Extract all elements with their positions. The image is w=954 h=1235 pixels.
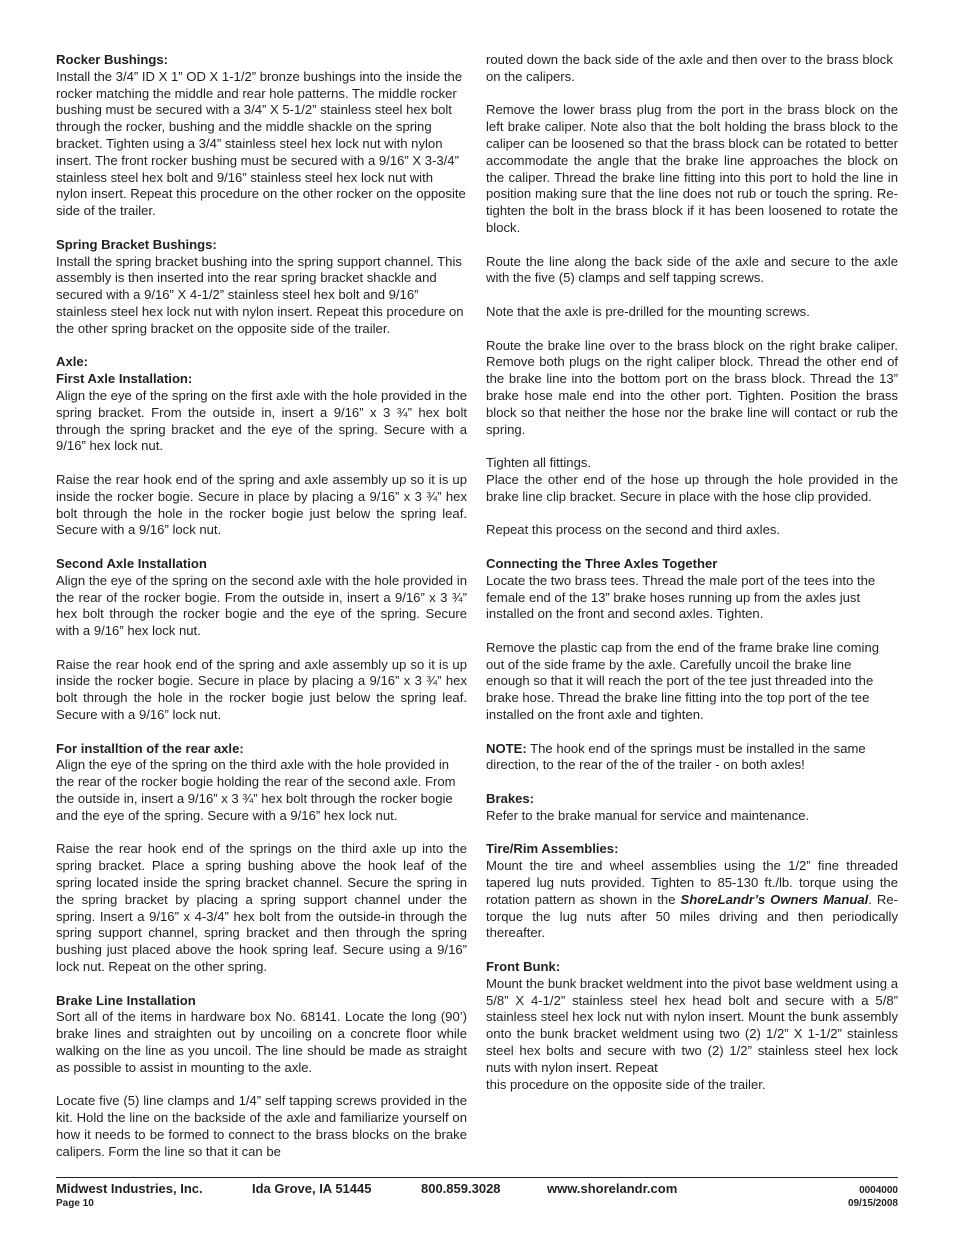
connecting-axles-heading: Connecting the Three Axles Together: [486, 555, 718, 571]
remove-plug-text: Remove the lower brass plug from the port in the brass block on the left brake caliper. Note also that the bolt holding the brass block to the caliper can be loosened so that the brass block can be rotated to better accommodate the angle that the brake line approaches the block on the caliper. Thread the brake line fitting into this port to hold the line in position making sure that the line does not rub or touch the spring. Re-tighten the bolt in the brass block if it has been loosened to rotate the block.: [486, 102, 898, 235]
brakes-section: [486, 791, 898, 825]
footer-company: Midwest Industries, Inc.: [56, 1181, 203, 1196]
rear-axle-raise-text: Raise the rear hook end of the springs on the third axle up into the spring bracket. Place a spring bushing above the hook leaf of the spring located inside the spring bracket channel. Secure the spring in the spring bracket by placing a spring support channel under the spring. Insert a 9/16” x 4-3/4” hex bolt from the outside-in through the spring support channel, spring bracket and then through the spring bushing just placed above the hook spring leaf. Secure using a 9/16” lock nut. Repeat on the other spring.: [56, 841, 467, 975]
footer-city: Ida Grove, IA 51445: [252, 1181, 372, 1196]
brake-line-text: Sort all of the items in hardware box No. 68141. Locate the long (90’) brake lines and straighten out by uncoiling on a concrete floor while walking on the line as you uncoil. The line should be made as straight as possible to assist in mounting to the axle.: [56, 1009, 467, 1075]
front-bunk-heading: Front Bunk:: [486, 959, 561, 975]
rocker-bushings-section: [56, 52, 467, 220]
note-label: NOTE:: [486, 740, 527, 756]
second-axle-raise-paragraph: [56, 657, 467, 724]
front-bunk-section: [486, 959, 898, 1093]
tire-rim-heading: Tire/Rim Assemblies:: [486, 841, 619, 857]
footer-date: 09/15/2008: [847, 1198, 898, 1209]
remove-cap-paragraph: [486, 640, 898, 724]
pre-drilled-text: Note that the axle is pre-drilled for the mounting screws.: [486, 303, 810, 319]
first-axle-heading: First Axle Installation:: [56, 371, 193, 387]
route-right-text: Route the brake line over to the brass block on the right brake caliper. Remove both plugs on the right caliper block. Thread the other end of the brake line into the bottom port on the brass block. Thread the 13” brake hose male end into the other port. Tighten. Position the brass block so that neither the hose nor the brake line will contact or rub the spring.: [486, 337, 898, 437]
spring-bracket-bushings-text: Install the spring bracket bushing into the spring support channel. This assembly is then inserted into the rear spring bracket shackle and secured with a 9/16” X 4-1/2” stainless steel hex bolt and 9/16” stainless steel hex lock nut with nylon insert. Repeat this procedure on the other spring bracket on the opposite side of the trailer.: [56, 253, 464, 336]
repeat-process-text: Repeat this process on the second and third axles.: [486, 522, 781, 538]
route-line-text: Route the line along the back side of the axle and secure to the axle with the five (5) clamps and self tapping screws.: [486, 253, 898, 286]
remove-plug-paragraph: [486, 102, 898, 236]
second-axle-raise-text: Raise the rear hook end of the spring and axle assembly up so it is up inside the rocker bogie. Secure in place by placing a 9/16” x 3 ¾” hex bolt through the hole in the rocker bogie just below the spring leaf. Secure with a 9/16” lock nut.: [56, 656, 467, 723]
left-column: [56, 52, 467, 1161]
rear-axle-section: [56, 741, 467, 825]
remove-cap-text: Remove the plastic cap from the end of the frame brake line coming out of the side frame by the axle. Carefully uncoil the brake line enough so that it will reach the port of the tee just threaded into the brake hose. Thread the brake line fitting into the top port of the tee installed on the front axle and tighten.: [486, 639, 880, 723]
footer-website: www.shorelandr.com: [547, 1181, 678, 1196]
brake-line-clamps-paragraph: [56, 1093, 467, 1160]
repeat-process-paragraph: [486, 522, 898, 539]
second-axle-section: [56, 556, 467, 640]
axle-heading: Axle:: [56, 354, 89, 370]
brakes-heading: Brakes:: [486, 791, 535, 807]
footer-page-number: Page 10: [56, 1198, 94, 1209]
footer-doc-number: 0004000: [859, 1185, 898, 1196]
first-axle-text: Align the eye of the spring on the first axle with the hole provided in the spring bracket. From the outside in, insert a 9/16” x 3 ¾” hex bolt through the spring bracket and the eye of the spring. Secure with a 9/16” hex lock nut.: [56, 387, 467, 454]
rear-axle-heading: For installtion of the rear axle:: [56, 740, 244, 756]
rear-axle-text: Align the eye of the spring on the third axle with the hole provided in the rear of the rocker bogie holding the rear of the second axle. From the outside in, insert a 9/16” x 3 ¾” hex bolt through the rocker bogie and the eye of the spring. Secure with a 9/16” hex lock nut.: [56, 757, 456, 823]
tire-rim-section: [486, 841, 898, 942]
pre-drilled-paragraph: [486, 304, 898, 321]
continuation-paragraph: [486, 52, 898, 86]
route-right-paragraph: [486, 338, 898, 439]
footer-divider: [56, 1177, 898, 1178]
rocker-bushings-text: Install the 3/4” ID X 1” OD X 1-1/2” bronze bushings into the inside the rocker matching the middle and rear hole patterns. The middle rocker bushing must be secured with a 3/4” X 5-1/2” stainless steel hex bolt through the rocker, bushing and the middle shackle on the spring bracket. Tighten using a 3/4” stainless steel hex lock nut with nylon insert. The front rocker bushing must be secured with a 9/16” X 3-3/4” stainless steel hex bolt and 9/16” stainless steel hex lock nut with nylon insert. Repeat this procedure on the other rocker on the opposite side of the trailer.: [56, 68, 466, 219]
right-column: [486, 52, 898, 1093]
tire-rim-text: Mount the tire and wheel assemblies using the 1/2” fine threaded tapered lug nuts provided. Tighten to 85-130 ft./lb. torque using the rotation pattern as shown in the: [486, 858, 898, 907]
rear-axle-raise-paragraph: [56, 841, 467, 975]
tighten-fittings-text: Tighten all fittings.: [486, 455, 592, 471]
continuation-text: routed down the back side of the axle and then over to the brass block on the calipers.: [486, 52, 893, 84]
first-axle-raise-paragraph: [56, 472, 467, 539]
spring-bracket-bushings-section: [56, 237, 467, 338]
hose-clip-text: Place the other end of the hose up through the hole provided in the brake line clip bracket. Secure in place with the hose clip provided.: [486, 471, 898, 504]
axle-section: [56, 354, 467, 455]
second-axle-heading: Second Axle Installation: [56, 555, 207, 571]
brake-line-section: [56, 993, 467, 1077]
spring-bracket-bushings-heading: Spring Bracket Bushings:: [56, 236, 217, 252]
note-paragraph: [486, 741, 898, 775]
tighten-paragraph: [486, 455, 898, 505]
tire-rim-text-end: . Re-torque the lug nuts after 50 miles driving and then periodically thereafter.: [486, 891, 898, 941]
footer-phone: 800.859.3028: [421, 1181, 501, 1196]
rocker-bushings-heading: Rocker Bushings:: [56, 52, 169, 67]
note-text: The hook end of the springs must be installed in the same direction, to the rear of the of the trailer - on both axles!: [486, 740, 866, 773]
owners-manual-reference: ShoreLandr’s Owners Manual: [680, 891, 869, 907]
brake-line-clamps-text: Locate five (5) line clamps and 1/4” self tapping screws provided in the kit. Hold the line on the backside of the axle and familiarize yourself on how it needs to be formed to connect to the brass blocks on the brake calipers. Form the line so that it can be: [56, 1093, 467, 1159]
front-bunk-last-line: this procedure on the opposite side of the trailer.: [486, 1076, 766, 1092]
brake-line-heading: Brake Line Installation: [56, 992, 196, 1008]
connecting-axles-section: [486, 556, 898, 623]
connecting-axles-text: Locate the two brass tees. Thread the male port of the tees into the female end of the 13” brake hoses running up from the axles just installed on the front and second axles. Tighten.: [486, 572, 876, 622]
brakes-text: Refer to the brake manual for service and maintenance.: [486, 807, 810, 823]
front-bunk-text: Mount the bunk bracket weldment into the pivot base weldment using a 5/8” X 4-1/2” stainless steel hex head bolt and secure with a 5/8” stainless steel hex lock nut with nylon insert. Mount the bunk assembly onto the bunk bracket weldment using two (2) 1/2” X 1-1/2” stainless steel hex bolts and secure with two (2) 1/2” stainless steel hex lock nuts with nylon insert. Repeat: [486, 975, 898, 1075]
first-axle-raise-text: Raise the rear hook end of the spring and axle assembly up so it is up inside the rocker bogie. Secure in place by placing a 9/16” x 3 ¾” hex bolt through the hole in the rocker bogie just below the spring leaf. Secure with a 9/16” lock nut.: [56, 471, 467, 538]
second-axle-text: Align the eye of the spring on the second axle with the hole provided in the rear of the rocker bogie. From the outside in, insert a 9/16” x 3 ¾” hex bolt through the rocker bogie and the eye of the spring. Secure with a 9/16” hex lock nut.: [56, 572, 467, 639]
route-line-paragraph: [486, 254, 898, 288]
